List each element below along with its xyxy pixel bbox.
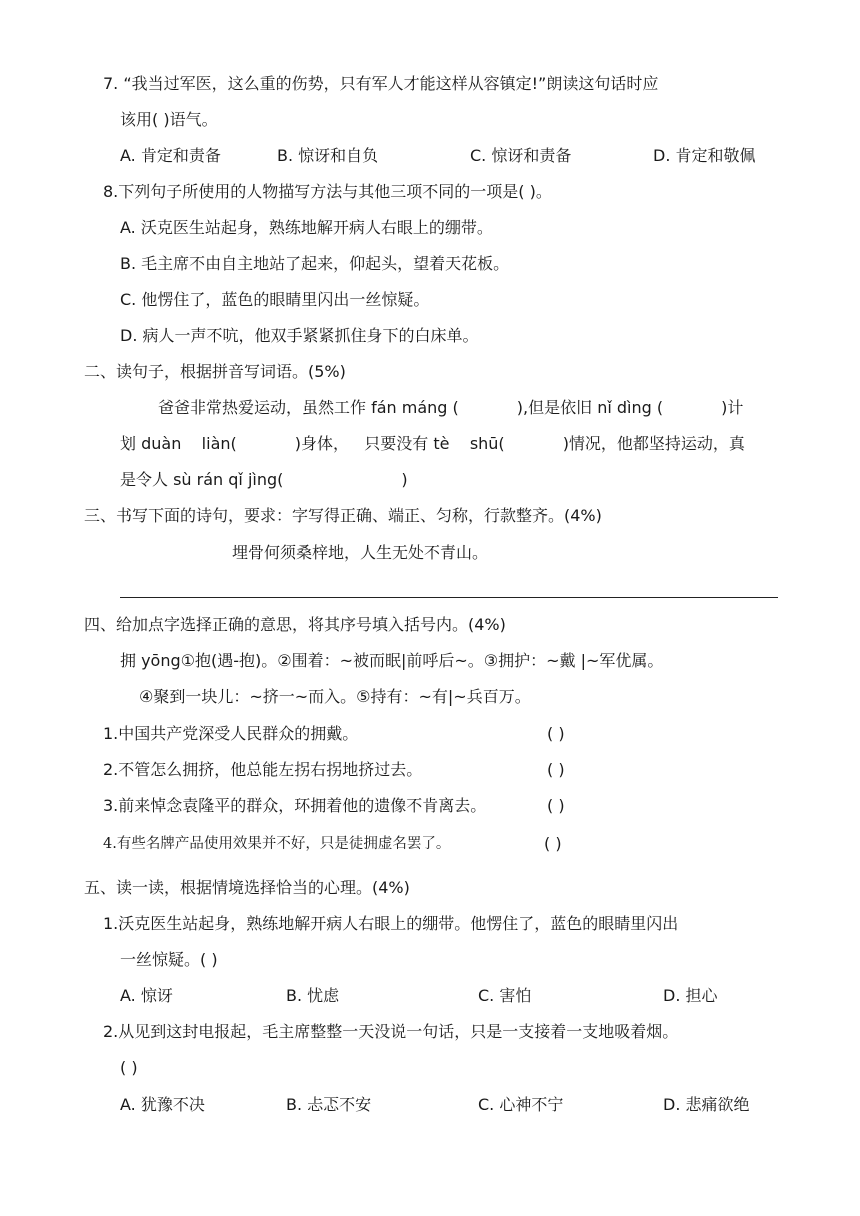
q8-option-a: A. 沃克医生站起身，熟练地解开病人右眼上的绷带。 [120, 218, 493, 237]
s4-item-2-text: 2.不管怎么拥挤，他总能左拐右拐地挤过去。 [103, 760, 423, 779]
s4-definition-line1: 拥 yōng①抱(遇-抱)。②围着：~被而眠|前呼后~。③拥护：~戴 |~军优属。 [120, 651, 664, 670]
s2-text-g: 是令人 sù rán qǐ jìng( [120, 470, 284, 489]
s3-poem: 埋骨何须桑梓地，人生无处不青山。 [232, 543, 489, 562]
q7-option-b: B. 惊讶和自负 [277, 146, 379, 165]
s2-text-e: )身体， 只要没有 tè shū( [294, 434, 505, 453]
q8-stem: 8.下列句子所使用的人物描写方法与其他三项不同的一项是( )。 [103, 182, 552, 201]
section4-title: 四、给加点字选择正确的意思，将其序号填入括号内。(4%) [84, 615, 506, 634]
s5-q2-answer[interactable]: ( ) [120, 1058, 138, 1077]
s5-q1-option-d: D. 担心 [663, 986, 718, 1005]
s4-item-3-answer[interactable]: ( ) [547, 796, 565, 815]
s2-text-h: ) [401, 470, 408, 489]
s2-text-b: ),但是依旧 nǐ dìng ( [516, 398, 664, 417]
q7-option-c: C. 惊讶和责备 [470, 146, 572, 165]
q7-stem-line1: 7. “我当过军医，这么重的伤势，只有军人才能这样从容镇定!”朗读这句话时应 [103, 74, 659, 93]
s4-item-4-answer[interactable]: ( ) [544, 834, 562, 853]
q7-option-d: D. 肯定和敬佩 [653, 146, 756, 165]
s5-q2-option-d: D. 悲痛欲绝 [663, 1095, 750, 1114]
q8-option-d: D. 病人一声不吭，他双手紧紧抓住身下的白床单。 [120, 326, 479, 345]
s5-q1-option-b: B. 忧虑 [286, 986, 340, 1005]
s2-text-a: 爸爸非常热爱运动，虽然工作 fán máng ( [158, 398, 459, 417]
s5-q1-option-c: C. 害怕 [478, 986, 532, 1005]
s5-q2-option-a: A. 犹豫不决 [120, 1095, 205, 1114]
s5-q1-option-a: A. 惊讶 [120, 986, 173, 1005]
s2-paragraph-line2 [120, 434, 745, 454]
s2-text-c: )计 [721, 398, 744, 417]
s5-q1-line2[interactable]: 一丝惊疑。( ) [120, 950, 218, 969]
s4-item-2-answer[interactable]: ( ) [547, 760, 565, 779]
s2-paragraph-line1 [158, 398, 743, 418]
s4-definition-line2: ④聚到一块儿：~挤一~而入。⑤持有：~有|~兵百万。 [139, 687, 531, 706]
q7-stem-line2: 该用( )语气。 [120, 110, 218, 129]
s4-item-3-text: 3.前来悼念袁隆平的群众，环拥着他的遗像不肯离去。 [103, 796, 487, 815]
section3-title: 三、书写下面的诗句，要求：字写得正确、端正、匀称，行款整齐。(4%) [84, 506, 602, 525]
s4-item-1-text: 1.中国共产党深受人民群众的拥戴。 [103, 724, 359, 743]
s5-q2-option-b: B. 忐忑不安 [286, 1095, 372, 1114]
s5-q1-line1: 1.沃克医生站起身，熟练地解开病人右眼上的绷带。他愣住了，蓝色的眼睛里闪出 [103, 914, 679, 933]
s2-text-f: )情况，他都坚持运动，真 [562, 434, 745, 453]
s4-item-4-text: 4.有些名牌产品使用效果并不好，只是徒拥虚名罢了。 [103, 836, 451, 852]
s2-paragraph-line3 [120, 470, 408, 490]
s5-q2-option-c: C. 心神不宁 [478, 1095, 564, 1114]
section5-title: 五、读一读，根据情境选择恰当的心理。(4%) [84, 878, 410, 897]
q8-option-b: B. 毛主席不由自主地站了起来，仰起头，望着天花板。 [120, 254, 510, 273]
s4-item-1-answer[interactable]: ( ) [547, 724, 565, 743]
s2-text-d: 划 duàn liàn( [120, 434, 237, 453]
s5-q2-line1: 2.从见到这封电报起，毛主席整整一天没说一句话，只是一支接着一支地吸着烟。 [103, 1022, 679, 1041]
section2-title: 二、读句子，根据拼音写词语。(5%) [84, 362, 346, 381]
q7-option-a: A. 肯定和责备 [120, 146, 221, 165]
q8-option-c: C. 他愣住了，蓝色的眼睛里闪出一丝惊疑。 [120, 290, 430, 309]
s3-writing-line[interactable] [120, 597, 778, 598]
